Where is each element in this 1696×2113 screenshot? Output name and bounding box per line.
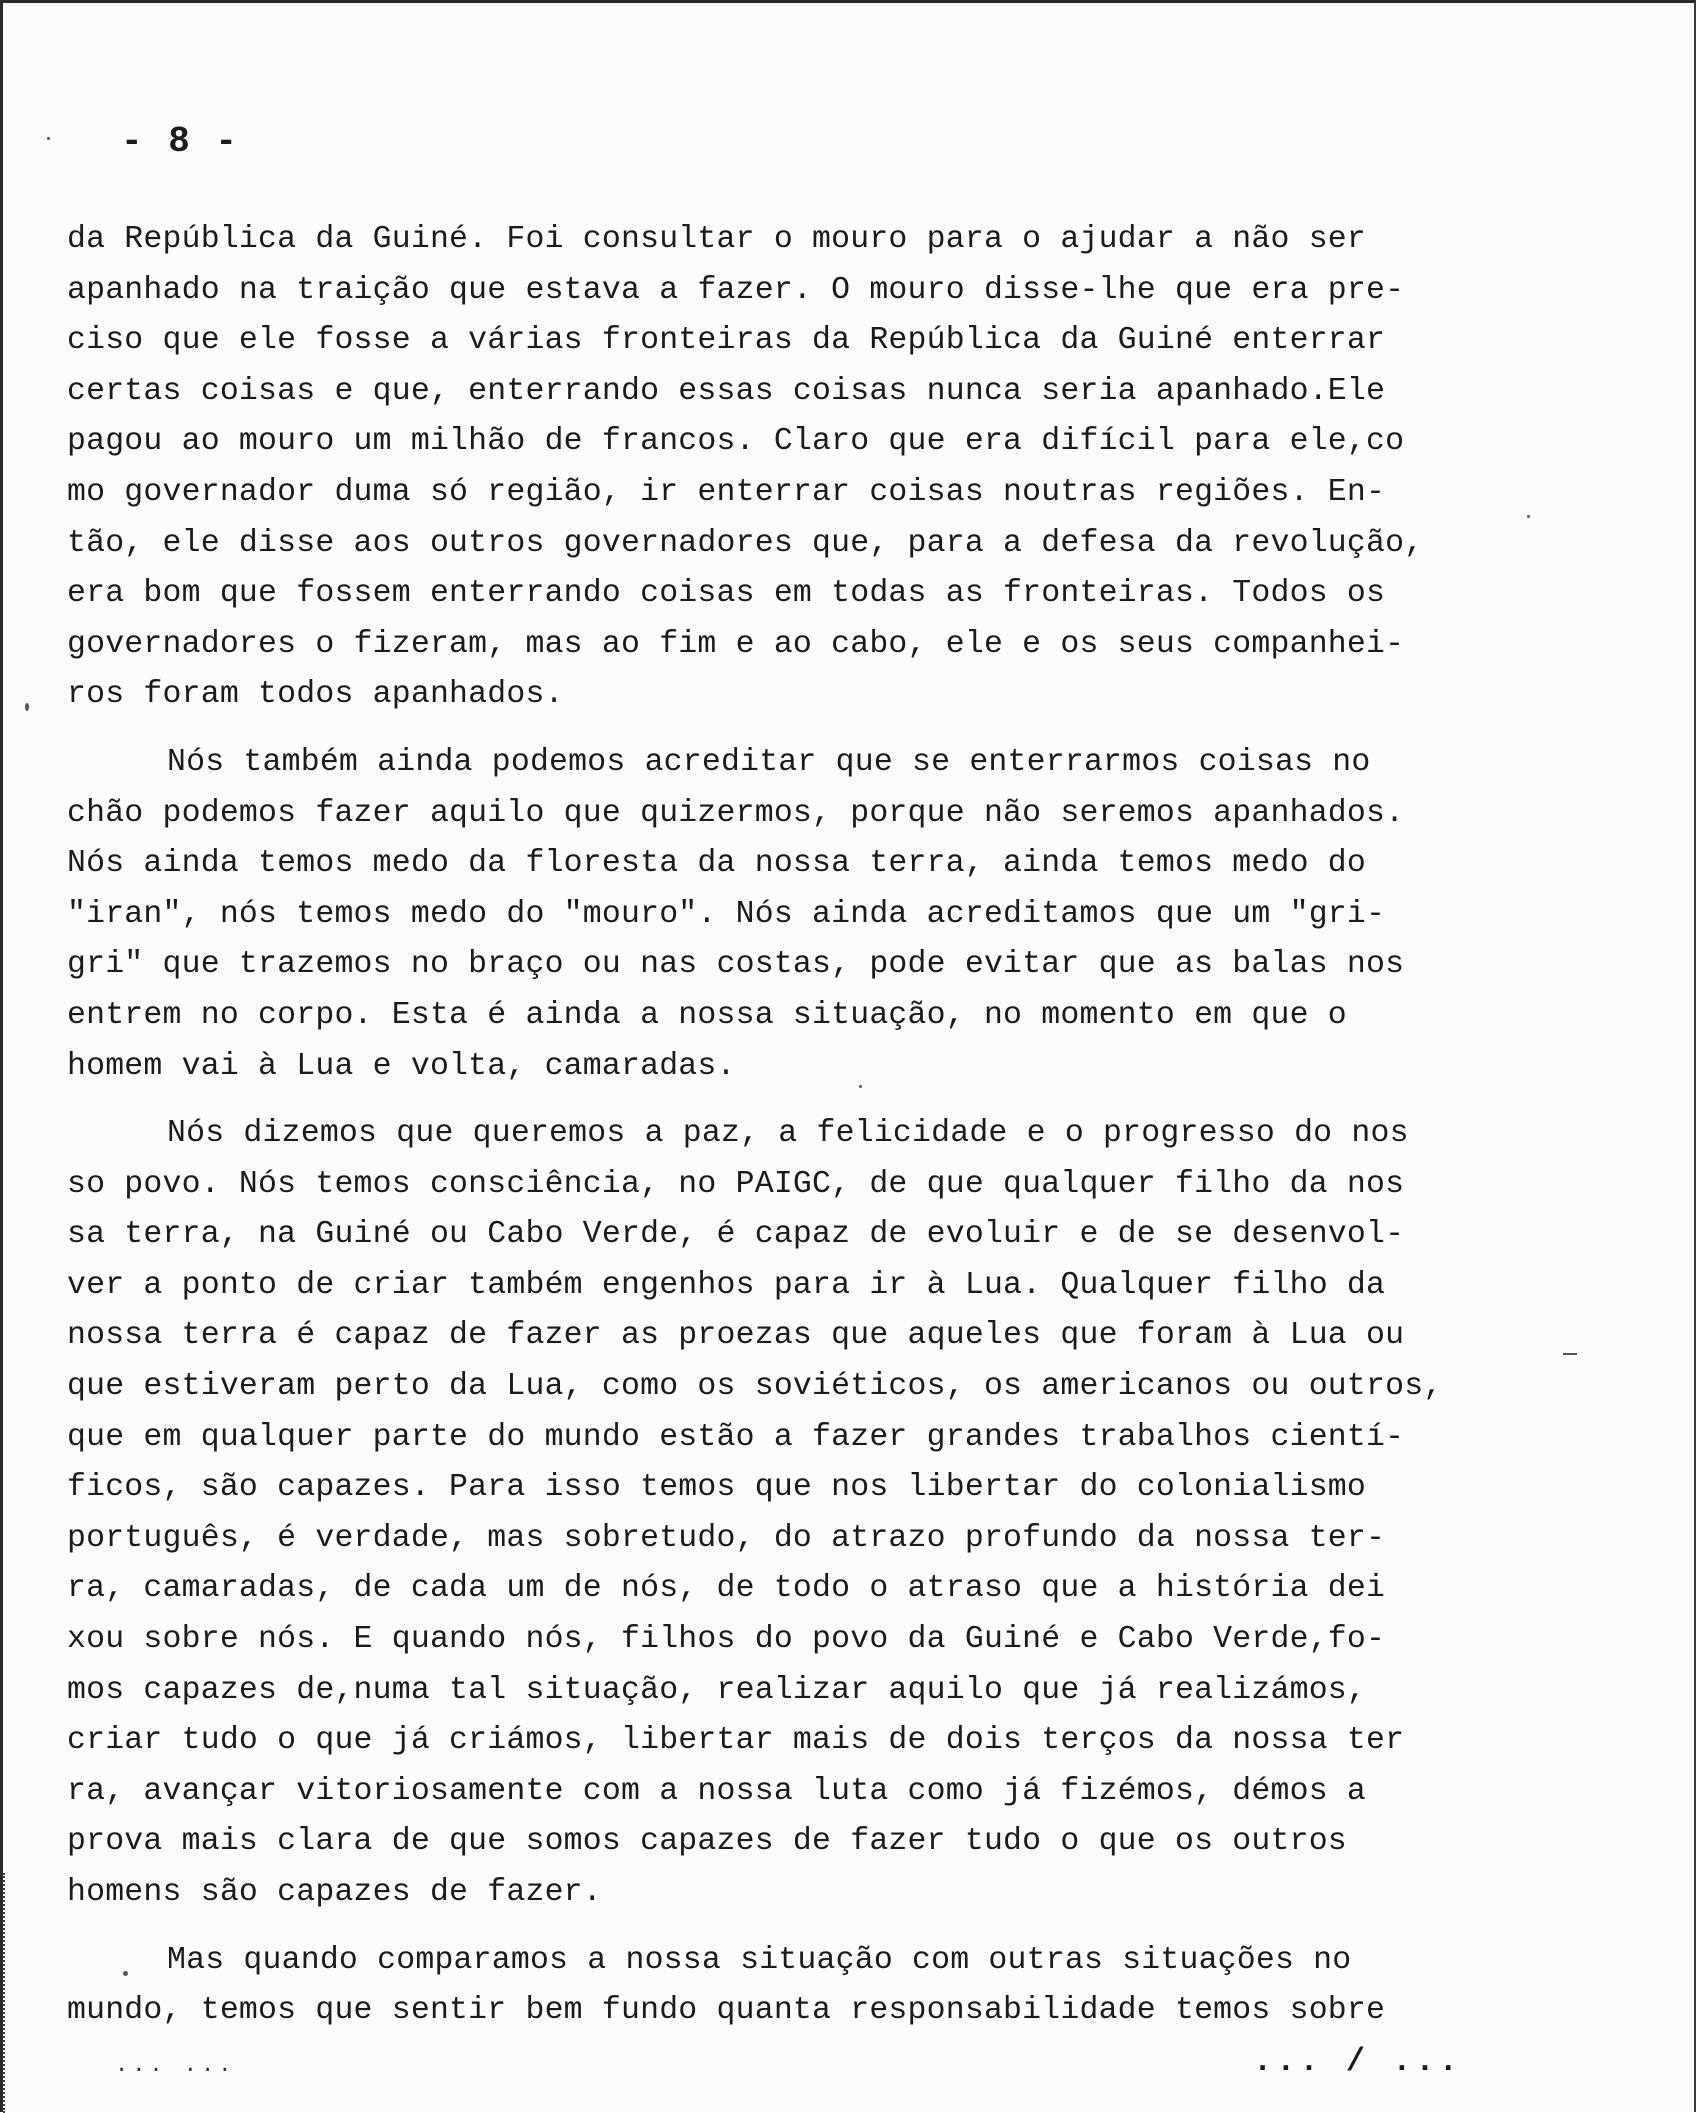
text-line: ra, avançar vitoriosamente com a nossa luta como já fizémos, démos a: [67, 1773, 1367, 1809]
text-line: ver a ponto de criar também engenhos para ir à Lua. Qualquer filho da: [67, 1267, 1386, 1303]
paragraph-1: [67, 215, 1627, 721]
scan-speck: [1563, 1353, 1577, 1355]
text-line: so povo. Nós temos consciência, no PAIGC, de que qualquer filho da nos: [67, 1166, 1405, 1202]
body-text: [67, 215, 1627, 2054]
page-number: - 8 -: [121, 121, 240, 162]
text-line: que em qualquer parte do mundo estão a fazer grandes trabalhos cientí-: [67, 1419, 1405, 1455]
text-line: ros foram todos apanhados.: [67, 677, 564, 713]
text-line: nossa terra é capaz de fazer as proezas que aqueles que foram à Lua ou: [67, 1318, 1405, 1354]
text-line: homem vai à Lua e volta, camaradas.: [67, 1048, 736, 1084]
scan-speck: [859, 1085, 862, 1088]
text-line: homens são capazes de fazer.: [67, 1875, 602, 1910]
text-line: governadores o fizeram, mas ao fim e ao cabo, ele e os seus companhei-: [67, 626, 1405, 662]
text-line: sa terra, na Guiné ou Cabo Verde, é capaz de evoluir e de se desenvol-: [67, 1217, 1405, 1253]
text-line: mos capazes de,numa tal situação, realizar aquilo que já realizámos,: [67, 1672, 1367, 1708]
text-line: apanhado na traição que estava a fazer. O mouro disse-lhe que era pre-: [67, 272, 1405, 308]
text-line: "iran", nós temos medo do "mouro". Nós ainda acreditamos que um "gri-: [67, 896, 1386, 932]
text-line: xou sobre nós. E quando nós, filhos do povo da Guiné e Cabo Verde,fo-: [67, 1622, 1386, 1658]
continuation-marker: ... / ...: [1253, 2043, 1462, 2080]
text-line: Nós também ainda podemos acreditar que se enterrarmos coisas no: [167, 744, 1371, 780]
text-line: era bom que fossem enterrando coisas em todas as fronteiras. Todos os: [67, 576, 1386, 612]
paragraph-3: [67, 1109, 1627, 1919]
footer-marks: ... ...: [115, 2053, 236, 2078]
text-line: entrem no corpo. Esta é ainda a nossa situação, no momento em que o: [67, 997, 1347, 1033]
text-line: criar tudo o que já criámos, libertar mais de dois terços da nossa ter: [67, 1723, 1405, 1759]
text-line: da República da Guiné. Foi consultar o mouro para o ajudar a não ser: [67, 222, 1367, 257]
text-line: mundo, temos que sentir bem fundo quanta responsabilidade temos sobre: [67, 1993, 1386, 2029]
paragraph-4: [67, 1936, 1627, 2037]
text-line: tão, ele disse aos outros governadores que, para a defesa da revolução,: [67, 525, 1424, 561]
scan-speck: [123, 1971, 128, 1976]
text-line: pagou ao mouro um milhão de francos. Claro que era difícil para ele,co: [67, 424, 1405, 460]
scan-speck: [47, 137, 50, 140]
text-line: que estiveram perto da Lua, como os soviéticos, os americanos ou outros,: [67, 1369, 1443, 1405]
text-line: mo governador duma só região, ir enterrar coisas noutras regiões. En-: [67, 474, 1386, 510]
text-line: gri" que trazemos no braço ou nas costas, pode evitar que as balas nos: [67, 947, 1405, 983]
text-line: ficos, são capazes. Para isso temos que nos libertar do colonialismo: [67, 1470, 1367, 1506]
scan-edge-marks: [3, 1873, 9, 2113]
text-line: Nós ainda temos medo da floresta da nossa terra, ainda temos medo do: [67, 846, 1367, 882]
text-line: certas coisas e que, enterrando essas coisas nunca seria apanhado.Ele: [67, 373, 1386, 409]
text-line: ra, camaradas, de cada um de nós, de todo o atraso que a história dei: [67, 1571, 1386, 1607]
paragraph-2: [67, 738, 1627, 1092]
text-line: Nós dizemos que queremos a paz, a felicidade e o progresso do nos: [167, 1116, 1409, 1152]
text-line: prova mais clara de que somos capazes de fazer tudo o que os outros: [67, 1824, 1347, 1860]
text-line: Mas quando comparamos a nossa situação com outras situações no: [167, 1942, 1352, 1978]
scan-speck: [1527, 515, 1530, 518]
text-line: ciso que ele fosse a várias fronteiras da República da Guiné enterrar: [67, 323, 1386, 359]
text-line: chão podemos fazer aquilo que quizermos, porque não seremos apanhados.: [67, 795, 1405, 831]
text-line: português, é verdade, mas sobretudo, do atrazo profundo da nossa ter-: [67, 1520, 1386, 1556]
scan-speck: [25, 703, 29, 711]
